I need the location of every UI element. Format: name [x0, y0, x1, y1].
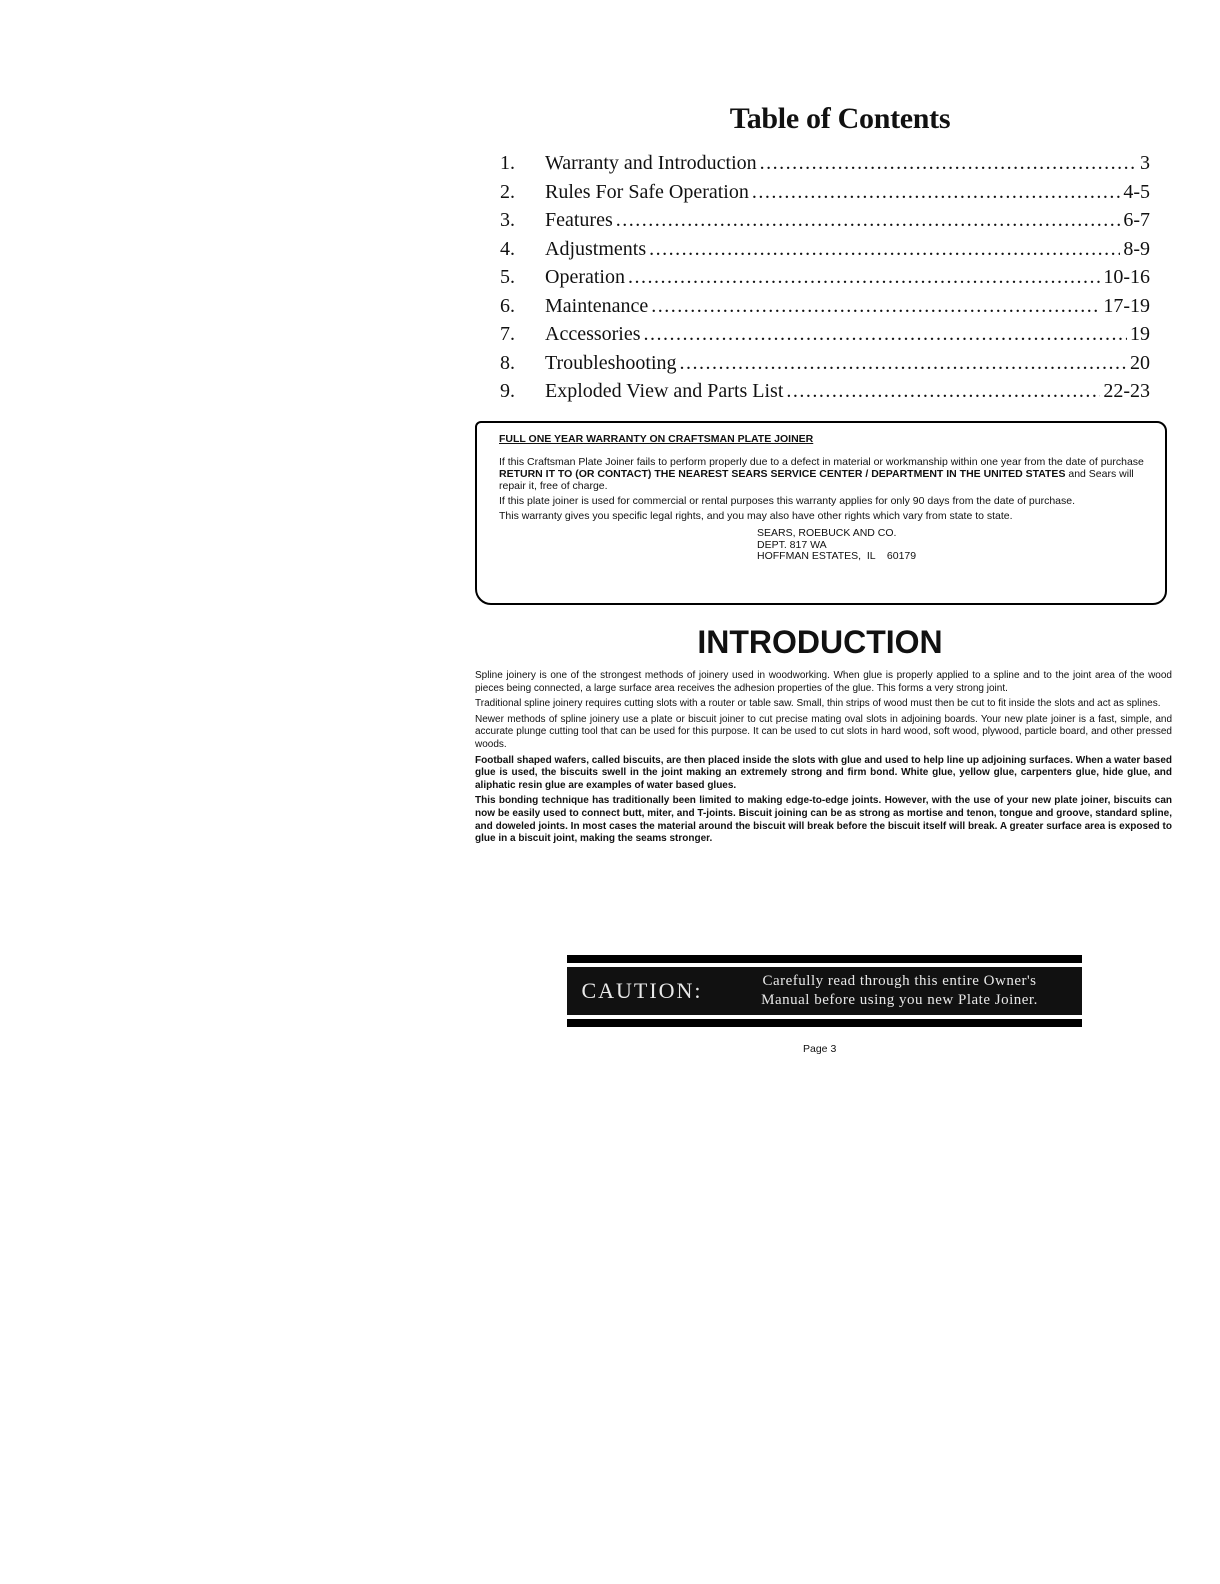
address-line: DEPT. 817 WA [757, 538, 827, 551]
toc-leader-dots [760, 152, 1137, 175]
caution-banner [567, 955, 1082, 1027]
toc-item [500, 295, 1150, 324]
toc-item-label: Adjustments [545, 237, 647, 260]
warranty-title: FULL ONE YEAR WARRANTY ON CRAFTSMAN PLATE JOINER [499, 433, 814, 445]
toc-item-page: 6-7 [1123, 209, 1150, 231]
toc-item-label: Exploded View and Parts List [545, 380, 784, 402]
caution-label: CAUTION: [581, 978, 703, 1003]
toc-item-number: 6. [500, 294, 515, 317]
intro-paragraph: Newer methods of spline joinery use a plate or biscuit joiner to cut precise mating oval slots in adjoining boards. Your new plate joiner is a fast, simple, and accurate plunge cutting tool that can be used for this purpose. It can be used to cut slots in hard wood, soft wood, plywood, particle board, and other pressed woods. [475, 713, 1172, 750]
toc-item-page: 10-16 [1103, 266, 1150, 288]
toc-item [500, 380, 1150, 409]
toc-item-number: 5. [500, 266, 515, 288]
toc-item-label: Features [545, 209, 613, 231]
toc-item-number: 4. [500, 237, 515, 260]
caution-panel [567, 967, 1082, 1015]
intro-paragraph: Spline joinery is one of the strongest methods of joinery used in woodworking. When glue is properly applied to a spline and to the joint area of the wood pieces being connected, a large surface area receives the adhesion properties of the glue. This forms a very strong joint. [475, 670, 1172, 694]
toc-item-page: 22-23 [1103, 380, 1150, 402]
caution-rule-top [567, 955, 1082, 963]
toc-title: Table of Contents [729, 102, 951, 135]
toc-item-number: 1. [500, 152, 515, 174]
toc-item-page: 20 [1130, 351, 1150, 374]
toc-leader-dots [628, 266, 1100, 289]
toc-item-number: 3. [500, 209, 515, 231]
toc-item-number: 8. [500, 351, 515, 374]
toc-item-label: Operation [545, 266, 625, 288]
toc-leader-dots [616, 209, 1121, 232]
toc-leader-dots [644, 323, 1127, 346]
address-line: HOFFMAN ESTATES, IL 60179 [757, 550, 917, 562]
toc-leader-dots [649, 238, 1120, 261]
toc-item-number: 7. [500, 323, 515, 345]
toc-leader-dots [680, 352, 1127, 375]
toc-item [500, 323, 1150, 352]
warranty-text: If this Craftsman Plate Joiner fails to perform properly due to a defect in material or workmanship within one year from the date of purchase [499, 456, 1144, 468]
toc-leader-dots [651, 295, 1100, 318]
intro-paragraph: This bonding technique has traditionally been limited to making edge-to-edge joints. However, with the use of your new plate joiner, biscuits can now be easily used to connect butt, miter, and T-joints. Biscuit joining can be as strong as mortise and tenon, tongue and groove, standard spline, and doweled joints. In most cases the material around the biscuit will break before the biscuit itself will break. A greater surface area is exposed to glue in a biscuit joint, making the seams stronger. [475, 795, 1172, 845]
toc-item-label: Warranty and Introduction [545, 152, 757, 174]
toc-item-page: 4-5 [1123, 180, 1150, 203]
warranty-paragraph: If this plate joiner is used for commercial or rental purposes this warranty applies for only 90 days from the date of purchase. [499, 495, 1076, 507]
toc-item-page: 8-9 [1123, 237, 1150, 260]
toc-item-page: 19 [1130, 323, 1150, 345]
toc-item [500, 352, 1150, 381]
toc-leader-dots [786, 380, 1100, 403]
warranty-box [475, 421, 1167, 605]
toc-item [500, 152, 1150, 181]
warranty-return-instruction: RETURN IT TO (OR CONTACT) THE NEAREST SEARS SERVICE CENTER / DEPARTMENT IN THE UNITED STATES [499, 468, 1066, 480]
toc-item [500, 266, 1150, 295]
toc-item [500, 209, 1150, 238]
caution-rule-bottom [567, 1019, 1082, 1027]
toc-leader-dots [752, 181, 1120, 204]
toc-item-number: 9. [500, 380, 515, 402]
toc-item-label: Accessories [545, 323, 641, 345]
caution-message [717, 972, 1082, 1010]
warranty-text: and Sears will repair it, free of charge. [499, 468, 1134, 492]
warranty-paragraph: This warranty gives you specific legal rights, and you may also have other rights which vary from state to state. [499, 510, 1013, 522]
warranty-paragraph [499, 456, 1147, 492]
toc-item-label: Maintenance [545, 294, 649, 317]
introduction-body [475, 670, 1172, 849]
intro-paragraph: Traditional spline joinery requires cutting slots with a router or table saw. Small, thin strips of wood must then be cut to fit inside the slots and act as splines. [475, 698, 1161, 710]
caution-message-line: Manual before using you new Plate Joiner. [761, 992, 1038, 1008]
introduction-title: INTRODUCTION [697, 624, 943, 660]
page-number: Page 3 [803, 1043, 837, 1055]
toc-item-label: Troubleshooting [545, 351, 677, 374]
table-of-contents [500, 152, 1150, 409]
address-line: SEARS, ROEBUCK AND CO. [757, 527, 897, 539]
toc-item [500, 181, 1150, 210]
toc-item [500, 238, 1150, 267]
toc-item-page: 17-19 [1103, 294, 1150, 317]
toc-item-number: 2. [500, 180, 515, 203]
caution-message-line: Carefully read through this entire Owner's [762, 973, 1037, 989]
toc-item-label: Rules For Safe Operation [545, 180, 749, 203]
intro-paragraph: Football shaped wafers, called biscuits, are then placed inside the slots with glue and used to help line up adjoining surfaces. When a water based glue is used, the biscuits swell in the joint making an extremely strong and firm bond. White glue, yellow glue, carpenters glue, hide glue, and aliphatic resin glue are examples of water based glues. [475, 754, 1172, 791]
warranty-address [757, 528, 1147, 563]
toc-item-page: 3 [1140, 152, 1150, 174]
